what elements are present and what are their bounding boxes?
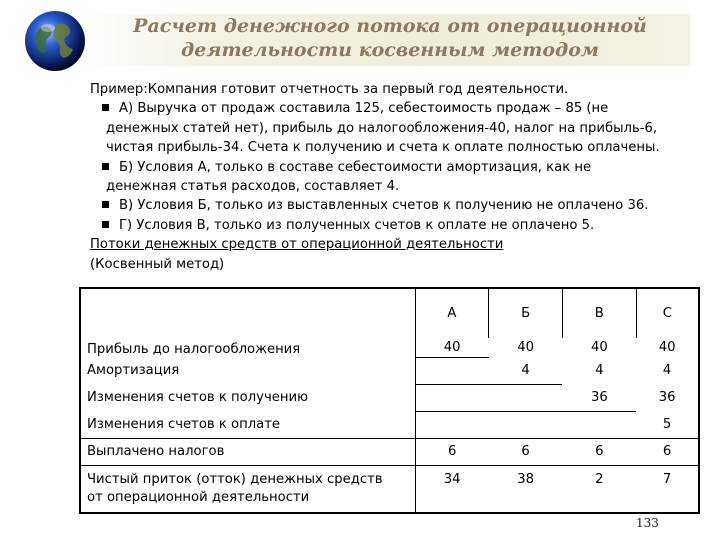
table-cell: 40: [636, 338, 699, 357]
table-cell: 6: [562, 438, 636, 465]
condition-text: В) Условия Б, только из выставленных счетов к получению не оплачено 36.: [119, 198, 649, 214]
table-cell: [415, 357, 489, 384]
column-header: С: [636, 288, 699, 338]
title-line-2: деятельности косвенным методом: [181, 39, 599, 61]
row-label: [80, 465, 415, 513]
table-cell: 6: [636, 438, 699, 465]
table-row: [80, 465, 699, 513]
condition-g-line: [90, 216, 695, 235]
table-cell: 6: [415, 438, 489, 465]
row-label: Изменения счетов к получению: [80, 384, 415, 411]
table-cell: [562, 411, 636, 438]
intro-text: Пример:Компания готовит отчетность за первый год деятельности.: [90, 82, 569, 97]
table-cell: 38: [489, 465, 563, 513]
bullet-icon: [102, 221, 109, 228]
condition-text: чистая прибыль-34. Счета к получению и счета к оплате полностью оплачены.: [106, 140, 660, 156]
bullet-icon: [102, 163, 109, 170]
table-row: [80, 357, 699, 384]
table-row: [80, 338, 699, 357]
page-number: 133: [636, 516, 659, 530]
table-cell: 4: [595, 363, 604, 378]
column-header: А: [415, 288, 489, 338]
condition-text: А) Выручка от продаж составила 125, себестоимость продаж – 85 (не: [119, 101, 609, 117]
row-label-line: Чистый приток (отток) денежных средств: [87, 471, 383, 487]
table-cell: 40: [415, 338, 489, 357]
table-cell: [415, 384, 489, 411]
row-label-line: от операционной деятельности: [87, 489, 310, 505]
table-cell: 4: [636, 357, 699, 384]
condition-v-line: [90, 196, 695, 215]
condition-text: Б) Условия А, только в составе себестоимости амортизация, как не: [119, 159, 592, 175]
condition-b-line: [90, 158, 695, 177]
table-cell: 36: [636, 384, 699, 411]
table-cell: 6: [489, 438, 563, 465]
condition-text: Г) Условия В, только из полученных счетов к оплате не оплачено 5.: [119, 217, 595, 233]
column-header: Б: [489, 288, 563, 338]
table-cell: 34: [415, 465, 489, 513]
bullet-icon: [102, 201, 109, 208]
table-header-row: [80, 288, 699, 338]
row-label: Амортизация: [80, 357, 415, 384]
condition-text: денежная статья расходов, составляет 4.: [106, 179, 400, 195]
table-cell: 36: [590, 389, 608, 405]
table-cell: [489, 411, 563, 438]
title-line-1: Расчет денежного потока от операционной: [133, 15, 647, 37]
slide-title: [90, 14, 690, 62]
row-label: Прибыль до налогообложения: [80, 338, 415, 357]
table-cell: [415, 411, 489, 438]
table-row: [80, 438, 699, 465]
row-label: Изменения счетов к оплате: [80, 411, 415, 438]
cash-flow-table: [79, 287, 700, 514]
condition-text: денежных статей нет), прибыль до налогообложения-40, налог на прибыль-6,: [106, 120, 658, 136]
example-text: [90, 80, 695, 274]
table-cell: 7: [636, 465, 699, 513]
globe-icon: [24, 10, 86, 72]
column-header: В: [562, 288, 636, 338]
table-row: [80, 384, 699, 411]
bullet-icon: [102, 104, 109, 111]
condition-a-line: [90, 99, 695, 118]
table-cell: 5: [636, 411, 699, 438]
table-row: [80, 411, 699, 438]
section-subheading: (Косвенный метод): [90, 256, 225, 272]
row-label: Выплачено налогов: [80, 438, 415, 465]
table-cell: [489, 384, 563, 411]
table-cell: 40: [590, 340, 608, 355]
table-cell: 2: [562, 465, 636, 513]
table-cell: 4: [521, 362, 530, 378]
section-heading: Потоки денежных средств от операционной деятельности: [90, 237, 504, 253]
table-cell: 40: [517, 340, 534, 355]
